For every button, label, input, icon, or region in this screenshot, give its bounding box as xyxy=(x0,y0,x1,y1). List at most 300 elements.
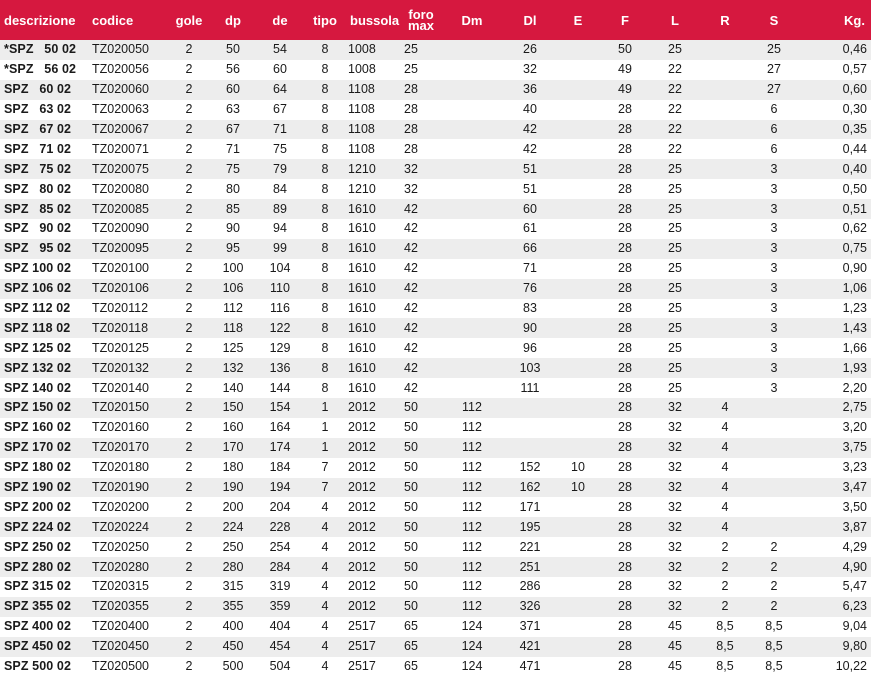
cell-descrizione: SPZ 280 02 xyxy=(4,559,72,574)
table-row xyxy=(0,239,871,259)
cell-kg: 1,43 xyxy=(842,320,867,335)
cell-gole: 2 xyxy=(185,499,193,514)
cell-e xyxy=(556,597,600,617)
cell-r: 8,5 xyxy=(716,659,734,674)
header-foro-max: foro max xyxy=(407,7,435,33)
cell-s: 2 xyxy=(770,559,778,574)
cell-codice: TZ020100 xyxy=(92,261,149,276)
cell-dp: 85 xyxy=(226,201,240,216)
cell-descrizione: SPZ 100 02 xyxy=(4,261,72,276)
cell-s xyxy=(750,458,798,478)
cell-gole: 2 xyxy=(185,380,193,395)
cell-gole: 2 xyxy=(185,241,193,256)
cell-l: 32 xyxy=(668,460,682,475)
cell-dp: 95 xyxy=(226,241,240,256)
cell-tipo: 8 xyxy=(321,281,329,296)
cell-de: 116 xyxy=(270,301,290,316)
cell-dp: 106 xyxy=(222,281,244,296)
cell-s: 3 xyxy=(770,201,778,216)
cell-bussola: 1210 xyxy=(348,161,376,176)
cell-descrizione: SPZ 250 02 xyxy=(4,539,72,554)
cell-l: 25 xyxy=(668,42,682,57)
cell-descrizione: SPZ 400 02 xyxy=(4,619,72,634)
cell-r: 4 xyxy=(721,499,729,514)
cell-l: 25 xyxy=(668,380,682,395)
cell-dp: 150 xyxy=(222,400,244,415)
cell-f: 28 xyxy=(618,519,632,534)
cell-dp: 125 xyxy=(222,340,244,355)
cell-de: 110 xyxy=(270,281,290,296)
cell-kg: 0,60 xyxy=(842,82,867,97)
cell-codice: TZ020075 xyxy=(92,161,149,176)
cell-f: 28 xyxy=(618,639,632,654)
cell-f: 28 xyxy=(618,161,632,176)
cell-de: 84 xyxy=(273,181,287,196)
cell-dp: 200 xyxy=(222,499,244,514)
cell-foro-max: 32 xyxy=(404,161,418,176)
cell-e xyxy=(556,159,600,179)
cell-descrizione: SPZ 150 02 xyxy=(4,400,72,415)
cell-de: 89 xyxy=(273,201,287,216)
cell-foro-max: 50 xyxy=(404,480,418,495)
cell-codice: TZ020071 xyxy=(92,141,149,156)
cell-f: 28 xyxy=(618,201,632,216)
cell-s: 3 xyxy=(770,360,778,375)
table-row xyxy=(0,458,871,478)
cell-e xyxy=(556,199,600,219)
cell-dm xyxy=(440,100,504,120)
table-row xyxy=(0,159,871,179)
cell-l: 32 xyxy=(668,539,682,554)
cell-dp: 170 xyxy=(222,440,244,455)
header-row xyxy=(0,0,871,40)
cell-dp: 71 xyxy=(226,141,240,156)
cell-codice: TZ020200 xyxy=(92,499,149,514)
cell-r: 4 xyxy=(721,440,729,455)
cell-s: 3 xyxy=(770,241,778,256)
cell-foro-max: 28 xyxy=(404,122,418,136)
cell-s: 3 xyxy=(770,380,778,395)
cell-r: 4 xyxy=(721,460,729,475)
cell-dp: 50 xyxy=(226,42,240,57)
cell-foro-max: 25 xyxy=(404,62,418,77)
cell-gole: 2 xyxy=(185,141,193,156)
cell-de: 79 xyxy=(273,161,287,176)
cell-r xyxy=(700,219,750,239)
cell-f: 28 xyxy=(618,559,632,574)
cell-descrizione: SPZ 190 02 xyxy=(4,480,72,495)
cell-dm: 112 xyxy=(462,499,482,514)
cell-dl: 111 xyxy=(520,380,540,395)
cell-r: 4 xyxy=(721,400,729,415)
cell-dm xyxy=(440,358,504,378)
cell-gole: 2 xyxy=(185,301,193,316)
cell-f: 28 xyxy=(618,261,632,276)
cell-dm xyxy=(440,40,504,60)
cell-dp: 190 xyxy=(222,480,244,495)
cell-bussola: 2012 xyxy=(348,400,376,415)
cell-dp: 118 xyxy=(223,320,243,335)
table-row xyxy=(0,418,871,438)
cell-codice: TZ020095 xyxy=(92,241,149,256)
cell-foro-max: 50 xyxy=(404,559,418,574)
cell-dm xyxy=(440,378,504,398)
cell-s xyxy=(750,497,798,517)
cell-bussola: 1610 xyxy=(348,281,376,296)
cell-dl: 103 xyxy=(519,360,541,375)
table-row xyxy=(0,537,871,557)
cell-f: 28 xyxy=(618,141,632,156)
cell-dp: 140 xyxy=(222,380,244,395)
cell-bussola: 1210 xyxy=(348,181,376,196)
cell-tipo: 8 xyxy=(321,221,329,236)
cell-dl: 251 xyxy=(519,559,541,574)
cell-f: 28 xyxy=(618,499,632,514)
cell-e xyxy=(556,557,600,577)
cell-dl: 171 xyxy=(519,499,541,514)
cell-gole: 2 xyxy=(185,599,193,614)
cell-bussola: 2012 xyxy=(348,579,376,594)
cell-codice: TZ020170 xyxy=(92,440,149,455)
cell-tipo: 7 xyxy=(321,480,329,495)
cell-s: 2 xyxy=(770,579,778,594)
cell-l: 22 xyxy=(668,62,682,77)
table-row xyxy=(0,657,871,677)
cell-r xyxy=(700,299,750,319)
table-row xyxy=(0,179,871,199)
cell-tipo: 4 xyxy=(321,659,329,674)
cell-f: 28 xyxy=(618,579,632,594)
cell-de: 228 xyxy=(269,519,291,534)
cell-l: 32 xyxy=(668,440,682,455)
cell-tipo: 4 xyxy=(321,599,329,614)
cell-dm: 112 xyxy=(462,460,482,475)
cell-e xyxy=(556,279,600,299)
cell-kg: 3,47 xyxy=(842,480,867,495)
cell-bussola: 1610 xyxy=(348,301,376,316)
cell-bussola: 1610 xyxy=(348,360,376,375)
cell-gole: 2 xyxy=(185,261,193,276)
cell-tipo: 1 xyxy=(321,400,329,415)
cell-s: 6 xyxy=(770,141,778,156)
cell-r xyxy=(700,120,750,140)
table-row xyxy=(0,199,871,219)
cell-r: 2 xyxy=(721,579,729,594)
cell-gole: 2 xyxy=(185,559,193,574)
cell-foro-max: 50 xyxy=(404,460,418,475)
table-row xyxy=(0,338,871,358)
cell-dp: 60 xyxy=(226,82,240,97)
cell-foro-max: 28 xyxy=(404,82,418,97)
cell-dp: 160 xyxy=(222,420,244,435)
table-row xyxy=(0,378,871,398)
cell-tipo: 4 xyxy=(321,499,329,514)
cell-foro-max: 65 xyxy=(404,659,418,674)
cell-bussola: 1610 xyxy=(348,340,376,355)
cell-codice: TZ020224 xyxy=(92,519,149,534)
cell-codice: TZ020132 xyxy=(92,360,149,375)
cell-l: 25 xyxy=(668,340,682,355)
cell-dl xyxy=(504,398,556,418)
cell-bussola: 1610 xyxy=(348,241,376,256)
cell-dl: 40 xyxy=(523,102,537,117)
cell-s: 3 xyxy=(770,301,778,316)
cell-dp: 280 xyxy=(222,559,244,574)
cell-l: 25 xyxy=(668,360,682,375)
cell-dm xyxy=(440,80,504,100)
cell-codice: TZ020063 xyxy=(92,102,149,117)
cell-codice: TZ020056 xyxy=(92,62,149,77)
cell-foro-max: 28 xyxy=(404,102,418,117)
cell-e: 10 xyxy=(571,460,585,475)
cell-dm: 112 xyxy=(462,579,482,594)
cell-kg: 0,50 xyxy=(842,181,867,196)
cell-descrizione: SPZ 85 02 xyxy=(4,201,72,216)
cell-tipo: 4 xyxy=(321,539,329,554)
cell-e xyxy=(556,517,600,537)
cell-l: 45 xyxy=(668,659,682,674)
cell-de: 204 xyxy=(269,499,291,514)
cell-r xyxy=(700,259,750,279)
cell-l: 25 xyxy=(668,241,682,256)
cell-dm xyxy=(440,318,504,338)
cell-dp: 315 xyxy=(222,579,244,594)
cell-codice: TZ020067 xyxy=(92,122,149,136)
cell-s: 3 xyxy=(770,161,778,176)
cell-tipo: 8 xyxy=(321,102,329,117)
cell-tipo: 8 xyxy=(321,82,329,97)
cell-gole: 2 xyxy=(185,360,193,375)
cell-codice: TZ020140 xyxy=(92,380,149,395)
cell-l: 22 xyxy=(668,122,682,136)
cell-dm xyxy=(440,179,504,199)
cell-descrizione: SPZ 315 02 xyxy=(4,579,72,594)
cell-kg: 10,22 xyxy=(835,659,867,674)
cell-foro-max: 50 xyxy=(404,599,418,614)
cell-kg: 5,47 xyxy=(842,579,867,594)
cell-bussola: 2012 xyxy=(348,559,376,574)
cell-f: 28 xyxy=(618,281,632,296)
cell-descrizione: *SPZ 50 02 xyxy=(4,42,77,57)
cell-f: 28 xyxy=(618,360,632,375)
cell-gole: 2 xyxy=(185,539,193,554)
cell-codice: TZ020250 xyxy=(92,539,149,554)
cell-codice: TZ020106 xyxy=(92,281,149,296)
cell-tipo: 8 xyxy=(321,360,329,375)
cell-kg: 1,93 xyxy=(842,360,867,375)
cell-codice: TZ020355 xyxy=(92,599,149,614)
cell-dl: 71 xyxy=(523,261,537,276)
cell-codice: TZ020085 xyxy=(92,201,149,216)
cell-l: 22 xyxy=(668,82,682,97)
cell-tipo: 8 xyxy=(321,201,329,216)
header-kg: Kg. xyxy=(844,12,865,28)
cell-foro-max: 25 xyxy=(404,42,418,57)
cell-e xyxy=(556,418,600,438)
cell-dm xyxy=(440,120,504,140)
cell-gole: 2 xyxy=(185,460,193,475)
cell-f: 28 xyxy=(618,122,632,136)
cell-codice: TZ020315 xyxy=(92,579,149,594)
cell-foro-max: 42 xyxy=(404,221,418,236)
cell-kg: 0,57 xyxy=(842,62,867,77)
cell-s xyxy=(750,478,798,498)
cell-r xyxy=(700,378,750,398)
cell-r: 8,5 xyxy=(716,619,734,634)
cell-l: 25 xyxy=(668,261,682,276)
cell-descrizione: SPZ 125 02 xyxy=(4,340,72,355)
cell-foro-max: 42 xyxy=(404,340,418,355)
cell-dl: 60 xyxy=(523,201,537,216)
cell-tipo: 8 xyxy=(321,122,329,136)
cell-kg: 0,90 xyxy=(842,261,867,276)
cell-r: 8,5 xyxy=(716,639,734,654)
table-row xyxy=(0,279,871,299)
header-gole: gole xyxy=(175,12,203,28)
cell-codice: TZ020450 xyxy=(92,639,149,654)
cell-gole: 2 xyxy=(185,161,193,176)
cell-foro-max: 50 xyxy=(404,519,418,534)
cell-dl: 36 xyxy=(523,82,537,97)
cell-f: 28 xyxy=(618,380,632,395)
cell-tipo: 8 xyxy=(321,181,329,196)
cell-r xyxy=(700,40,750,60)
cell-dm xyxy=(440,199,504,219)
table-row xyxy=(0,597,871,617)
cell-codice: TZ020500 xyxy=(92,659,149,674)
cell-dp: 63 xyxy=(226,102,240,117)
cell-r xyxy=(700,80,750,100)
cell-kg: 4,90 xyxy=(842,559,867,574)
cell-gole: 2 xyxy=(185,281,193,296)
cell-kg: 6,23 xyxy=(842,599,867,614)
cell-gole: 2 xyxy=(185,400,193,415)
cell-gole: 2 xyxy=(185,42,193,57)
cell-gole: 2 xyxy=(185,519,193,534)
cell-l: 32 xyxy=(668,579,682,594)
table-row xyxy=(0,478,871,498)
table-row xyxy=(0,120,871,140)
cell-dm xyxy=(440,338,504,358)
cell-codice: TZ020080 xyxy=(92,181,149,196)
cell-bussola: 1610 xyxy=(348,380,376,395)
cell-dp: 355 xyxy=(222,599,244,614)
cell-codice: TZ020160 xyxy=(92,420,149,435)
cell-e xyxy=(556,338,600,358)
cell-de: 174 xyxy=(269,440,291,455)
table-row xyxy=(0,299,871,319)
cell-dl: 90 xyxy=(523,320,537,335)
header-dp: dp xyxy=(225,12,241,28)
cell-dl: 471 xyxy=(519,659,541,674)
cell-kg: 1,66 xyxy=(842,340,867,355)
cell-de: 71 xyxy=(273,122,287,136)
cell-kg: 0,75 xyxy=(842,241,867,256)
cell-l: 32 xyxy=(668,519,682,534)
cell-s: 3 xyxy=(770,340,778,355)
cell-descrizione: SPZ 170 02 xyxy=(4,440,72,455)
cell-de: 319 xyxy=(269,579,291,594)
cell-bussola: 1610 xyxy=(348,221,376,236)
cell-l: 45 xyxy=(668,619,682,634)
cell-tipo: 8 xyxy=(321,62,329,77)
cell-tipo: 8 xyxy=(321,241,329,256)
cell-r: 4 xyxy=(721,480,729,495)
cell-foro-max: 28 xyxy=(404,141,418,156)
cell-dp: 250 xyxy=(222,539,244,554)
cell-dp: 500 xyxy=(222,659,244,674)
cell-s xyxy=(750,418,798,438)
cell-f: 50 xyxy=(618,42,632,57)
cell-kg: 0,40 xyxy=(842,161,867,176)
cell-kg: 9,04 xyxy=(842,619,867,634)
cell-dl: 42 xyxy=(523,122,537,136)
cell-dp: 100 xyxy=(222,261,244,276)
cell-s: 3 xyxy=(770,181,778,196)
cell-descrizione: SPZ 67 02 xyxy=(4,122,72,136)
table-body xyxy=(0,40,871,677)
cell-codice: TZ020118 xyxy=(92,320,149,335)
cell-s xyxy=(750,438,798,458)
cell-tipo: 8 xyxy=(321,320,329,335)
cell-descrizione: SPZ 90 02 xyxy=(4,221,72,236)
cell-f: 28 xyxy=(618,400,632,415)
cell-e xyxy=(556,120,600,140)
cell-gole: 2 xyxy=(185,221,193,236)
cell-foro-max: 42 xyxy=(404,360,418,375)
cell-foro-max: 50 xyxy=(404,420,418,435)
cell-descrizione: SPZ 132 02 xyxy=(4,360,72,375)
cell-dm: 112 xyxy=(462,539,482,554)
cell-f: 49 xyxy=(618,62,632,77)
cell-e xyxy=(556,40,600,60)
cell-bussola: 1108 xyxy=(348,122,375,136)
cell-foro-max: 42 xyxy=(404,320,418,335)
cell-e xyxy=(556,239,600,259)
cell-e xyxy=(556,60,600,80)
cell-bussola: 1610 xyxy=(348,201,376,216)
cell-tipo: 8 xyxy=(321,161,329,176)
cell-de: 154 xyxy=(269,400,291,415)
cell-tipo: 8 xyxy=(321,301,329,316)
cell-dl: 162 xyxy=(519,480,541,495)
table-row xyxy=(0,100,871,120)
cell-tipo: 4 xyxy=(321,559,329,574)
cell-bussola: 2012 xyxy=(348,440,376,455)
cell-de: 136 xyxy=(269,360,291,375)
cell-dp: 75 xyxy=(226,161,240,176)
cell-e xyxy=(556,378,600,398)
cell-codice: TZ020190 xyxy=(92,480,149,495)
cell-kg: 9,80 xyxy=(842,639,867,654)
cell-kg: 2,75 xyxy=(842,400,867,415)
cell-s: 2 xyxy=(770,599,778,614)
cell-descrizione: SPZ 75 02 xyxy=(4,161,72,176)
cell-bussola: 2012 xyxy=(348,519,376,534)
cell-kg: 0,44 xyxy=(842,141,867,156)
cell-l: 32 xyxy=(668,420,682,435)
cell-gole: 2 xyxy=(185,579,193,594)
cell-bussola: 1008 xyxy=(348,62,376,77)
cell-bussola: 2012 xyxy=(348,420,376,435)
cell-e xyxy=(556,80,600,100)
header-f: F xyxy=(621,12,629,28)
cell-bussola: 2012 xyxy=(348,499,376,514)
table-row xyxy=(0,80,871,100)
cell-bussola: 2517 xyxy=(348,639,376,654)
cell-dl: 83 xyxy=(523,301,537,316)
cell-dl: 152 xyxy=(519,460,541,475)
